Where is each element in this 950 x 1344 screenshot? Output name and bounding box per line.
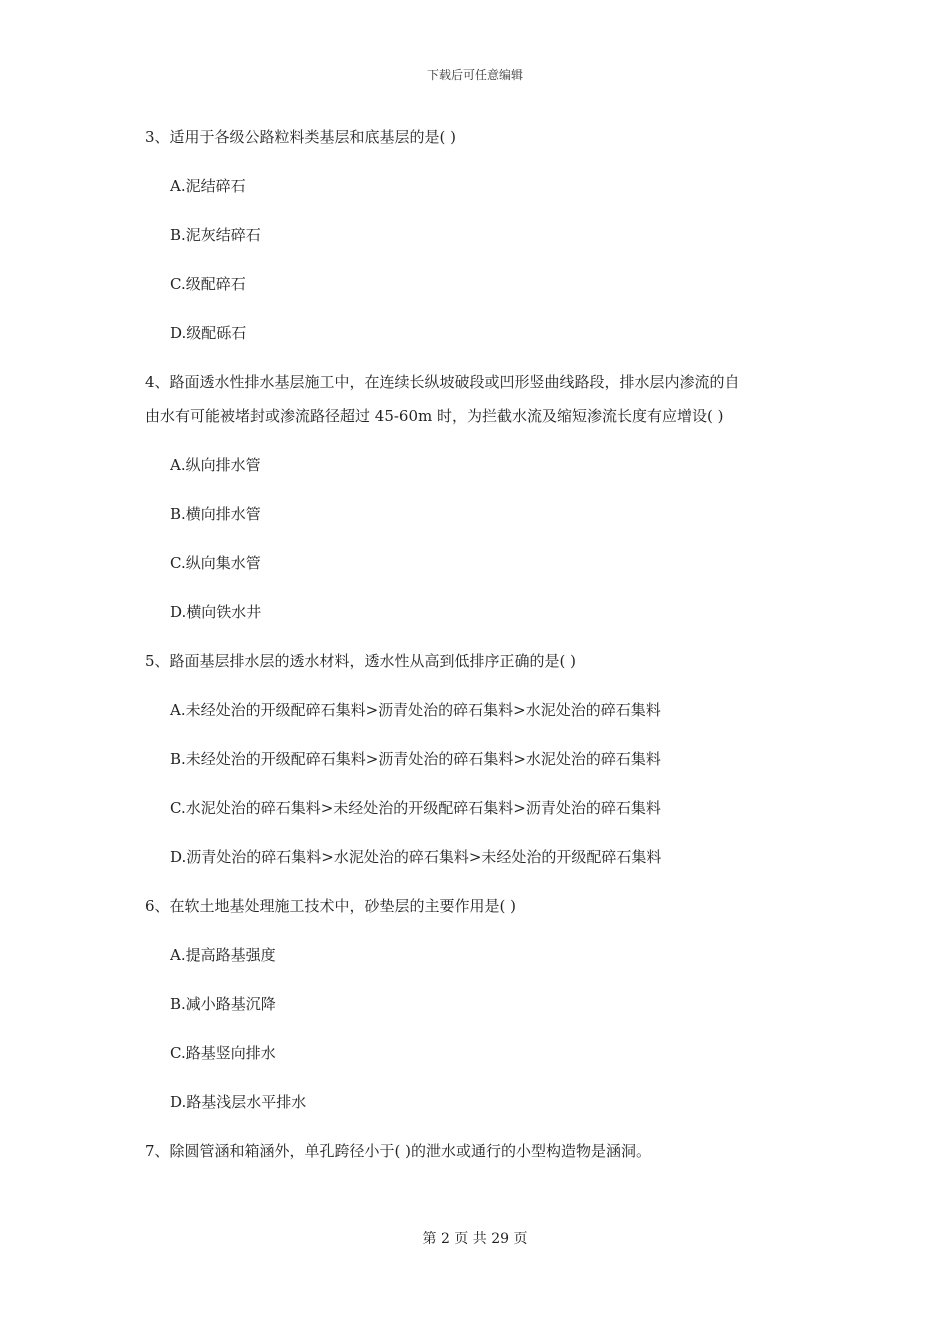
question-6 — [145, 889, 810, 1119]
question-stem: 7、除圆管涵和箱涵外，单孔跨径小于( )的泄水或通行的小型构造物是涵洞。 — [145, 1142, 652, 1160]
option-b: B.横向排水管 — [170, 505, 261, 523]
question-stem: 3、适用于各级公路粒料类基层和底基层的是( ) — [145, 128, 457, 146]
question-7 — [145, 1134, 810, 1168]
option-d: D.级配砾石 — [170, 324, 247, 342]
option-b: B.泥灰结碎石 — [170, 226, 261, 244]
page-header: 下载后可任意编辑 — [426, 68, 523, 82]
option-d: D.横向铁水井 — [170, 603, 262, 621]
option-a: A.纵向排水管 — [170, 456, 261, 474]
question-stem: 6、在软土地基处理施工技术中，砂垫层的主要作用是( ) — [145, 897, 517, 915]
option-d: D.沥青处治的碎石集料>水泥处治的碎石集料>未经处治的开级配碎石集料 — [170, 848, 662, 866]
question-stem-line-2: 由水有可能被堵封或渗流路径超过 45-60m 时，为拦截水流及缩短渗流长度有应增设( ) — [145, 407, 724, 425]
question-5 — [145, 644, 810, 874]
option-a: A.泥结碎石 — [170, 177, 246, 195]
option-b: B.未经处治的开级配碎石集料>沥青处治的碎石集料>水泥处治的碎石集料 — [170, 750, 661, 768]
option-c: C.级配碎石 — [170, 275, 246, 293]
option-c: C.纵向集水管 — [170, 554, 261, 572]
option-d: D.路基浅层水平排水 — [170, 1093, 307, 1111]
question-stem: 5、路面基层排水层的透水材料，透水性从高到低排序正确的是( ) — [145, 652, 577, 670]
option-c: C.水泥处治的碎石集料>未经处治的开级配碎石集料>沥青处治的碎石集料 — [170, 799, 661, 817]
option-c: C.路基竖向排水 — [170, 1044, 276, 1062]
question-stem-line-1: 4、路面透水性排水基层施工中，在连续长纵坡破段或凹形竖曲线路段，排水层内渗流的自 — [145, 373, 740, 391]
question-3 — [145, 120, 810, 350]
page-footer: 第 2 页 共 29 页 — [422, 1231, 528, 1247]
document-body — [145, 120, 810, 1168]
option-a: A.未经处治的开级配碎石集料>沥青处治的碎石集料>水泥处治的碎石集料 — [170, 701, 661, 719]
option-a: A.提高路基强度 — [170, 946, 276, 964]
question-4 — [145, 365, 810, 629]
option-b: B.减小路基沉降 — [170, 995, 276, 1013]
